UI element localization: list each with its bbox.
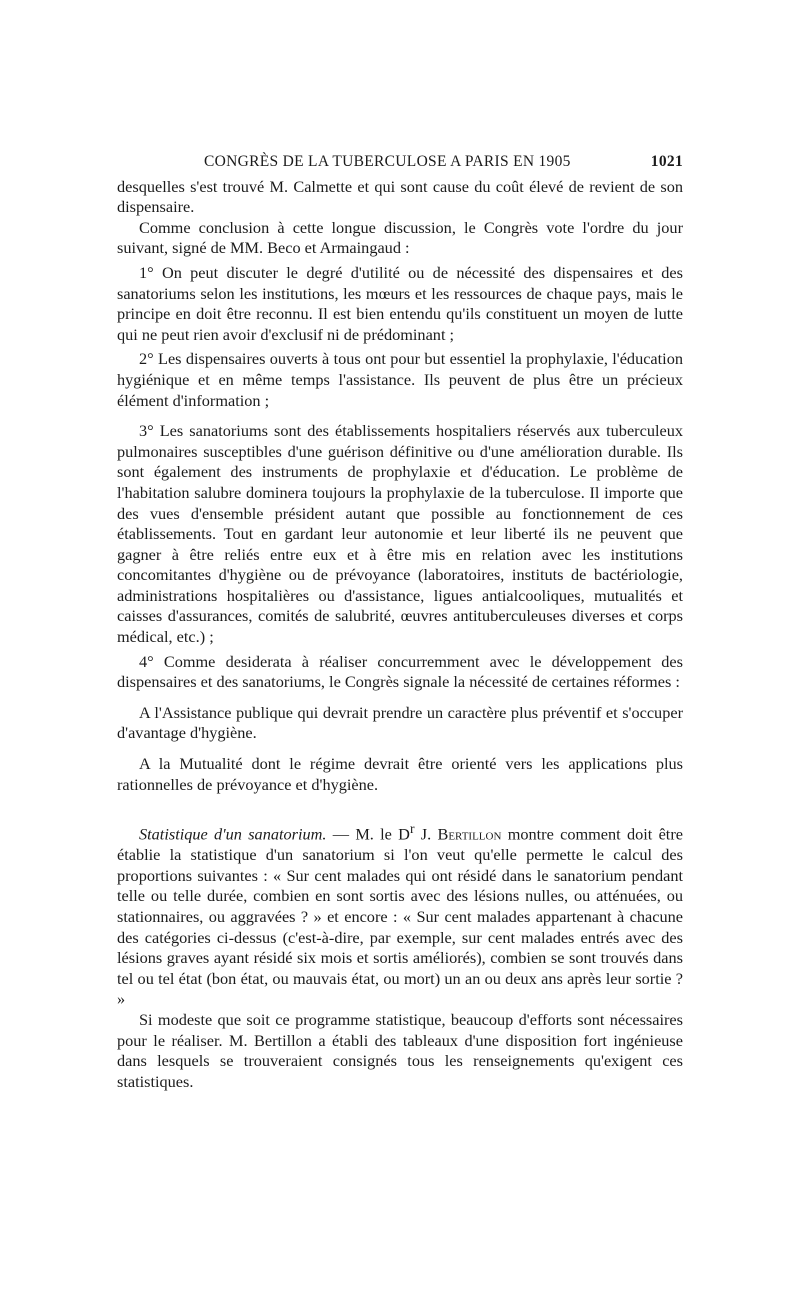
paragraph-mutualite: A la Mutualité dont le régime devrait être orienté vers les applications plus rationnelles de prévoyance et d'hygiène. xyxy=(117,754,683,794)
author-name: J. Bertillon xyxy=(420,824,502,844)
statistique-body: montre comment doit être établie la statistique d'un sanatorium si l'on veut qu'elle permette le calcul des proportions suivantes : « Sur cent malades qui ont résidé dans le sanatorium pendant telle ou telle durée, combien en sont sortis avec des lésions nulles, ou atténuées, ou stationnaires, ou aggravées ? » et encore : « Sur cent malades appartenant à chacune des catégories ci-dessus (c'est-à-dire, par exemple, sur cent malades entrés avec des lésions graves ayant résidé six mois et sortis améliorés), combien se sont trouvés dans tel ou tel état (bon état, ou mauvais état, ou mort) un an ou deux ans après leur sortie ? » xyxy=(117,824,683,1009)
heading-dash: — M. le D xyxy=(326,824,410,844)
paragraph-item-3: 3° Les sanatoriums sont des établissements hospitaliers réservés aux tuberculeux pulmonaires susceptibles d'une guérison définitive ou d'une amélioration durable. Ils sont également des instruments de prophylaxie et d'éducation. Le problème de l'habitation salubre dominera toujours la prophylaxie de la tuberculose. Il importe que des vues d'ensemble président autant que possible au fonctionnement de ces établissements. Tout en gardant leur autonomie et leur liberté ils ne peuvent que gagner à être reliés entre eux et à être mis en relation avec les institutions concomitantes d'hygiène ou de prévoyance (laboratoires, instituts de bactériologie, administrations hospitalières ou d'assistance, ligues antialcooliques, mutualités et caisses d'assurances, comités de salubrité, œuvres antituberculeuses diverses et corps médical, etc.) ; xyxy=(117,421,683,647)
paragraph-item-4: 4° Comme desiderata à réaliser concurremment avec le développement des dispensaires et des sanatoriums, le Congrès signale la nécessité de certaines réformes : xyxy=(117,651,683,692)
paragraph-item-1: 1° On peut discuter le degré d'utilité ou de nécessité des dispensaires et des sanatoriums selon les institutions, les mœurs et les ressources de chaque pays, mais le principe en doit être reconnu. Il est bien entendu qu'ils constituent un moyen de lutte qui ne peut rien avoir d'exclusif ni de prédominant ; xyxy=(117,262,683,344)
paragraph-item-2: 2° Les dispensaires ouverts à tous ont pour but essentiel la prophylaxie, l'éducation hygiénique et en même temps l'assistance. Ils peuvent de plus être un précieux élément d'information ; xyxy=(117,349,683,410)
running-title: CONGRÈS DE LA TUBERCULOSE A PARIS EN 1905 xyxy=(204,153,571,170)
page-number: 1021 xyxy=(650,153,683,170)
paragraph-closing: Si modeste que soit ce programme statistique, beaucoup d'efforts sont nécessaires pour le réaliser. M. Bertillon a établi des tableaux d'une disposition fort ingénieuse dans lesquels se trouveraient consignés tous les renseignements qu'exigent ces statistiques. xyxy=(117,1009,683,1091)
conclusion-text: Comme conclusion à cette longue discussion, le Congrès vote l'ordre du jour suivant, signé de MM. Beco et Armaingaud : xyxy=(117,217,683,258)
paragraph-continuation: desquelles s'est trouvé M. Calmette et qui sont cause du coût élevé de revient de son dispensaire. xyxy=(117,176,683,217)
doctor-superscript: r xyxy=(409,821,415,837)
page-content xyxy=(117,152,683,1092)
running-header xyxy=(117,152,683,173)
paragraph-statistique xyxy=(117,819,683,1010)
section-heading: Statistique d'un sanatorium. xyxy=(139,824,327,844)
paragraph-conclusion xyxy=(117,218,683,259)
paragraph-assistance: A l'Assistance publique qui devrait prendre un caractère plus préventif et s'occuper d'avantage d'hygiène. xyxy=(117,702,683,743)
